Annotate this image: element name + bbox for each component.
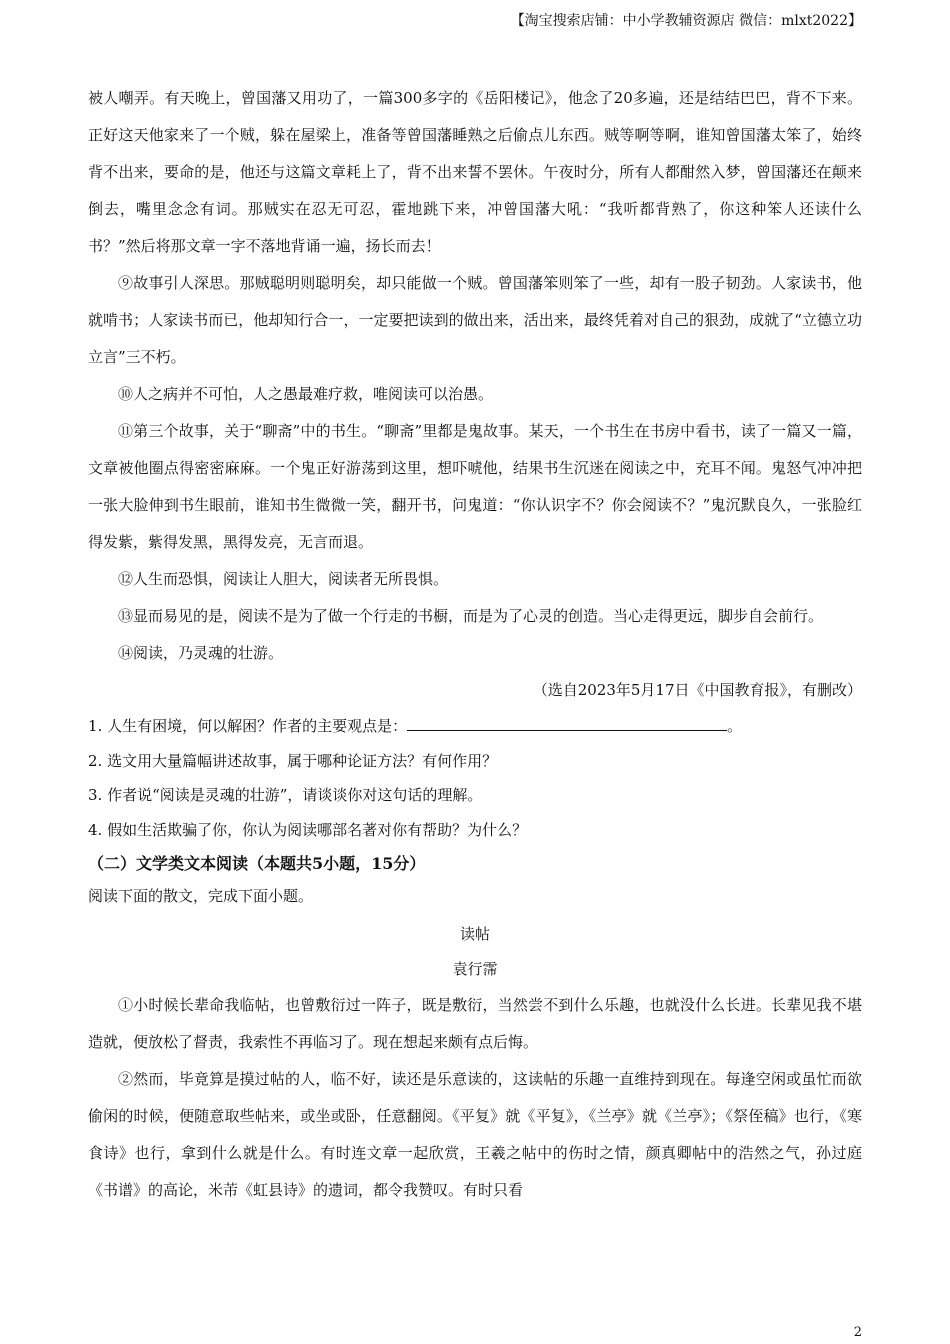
answer-blank[interactable]	[407, 715, 727, 731]
question-2: 2. 选文用大量篇幅讲述故事，属于哪种论证方法？有何作用？	[88, 751, 498, 770]
essay-paragraph-14: ⑭阅读，乃灵魂的壮游。	[118, 644, 284, 662]
prose-paragraph-1: ①小时候长辈命我临帖，也曾敷衍过一阵子，既是敷衍，当然尝不到什么乐趣，也就没什么长进。长辈见我不堪造就，便放松了督责，我索性不再临习了。现在想起来颇有点后悔。	[88, 996, 862, 1051]
header-banner: 【淘宝搜索店铺：中小学教辅资源店 微信：mlxt2022】	[510, 13, 862, 29]
essay-paragraph-10: ⑩人之病并不可怕，人之愚最难疗救，唯阅读可以治愚。	[118, 385, 494, 403]
essay-paragraph-13: ⑬显而易见的是，阅读不是为了做一个行走的书橱，而是为了心灵的创造。当心走得更远，脚步自会前行。	[118, 607, 824, 625]
essay-source: （选自2023年5月17日《中国教育报》，有删改）	[532, 681, 862, 699]
section-heading: （二）文学类文本阅读（本题共5小题，15分）	[88, 854, 426, 873]
page-content	[88, 80, 862, 1209]
question-1-end: 。	[727, 717, 743, 735]
section-instruction: 阅读下面的散文，完成下面小题。	[88, 887, 314, 905]
prose-paragraph-2: ②然而，毕竟算是摸过帖的人，临不好，读还是乐意读的，这读帖的乐趣一直维持到现在。每逢空闲或虽忙而欲偷闲的时候，便随意取些帖来，或坐或卧，任意翻阅。《平复》就《平复》，《兰亭》就《兰亭》；《祭侄稿》也行，《寒食诗》也行，拿到什么就是什么。有时连文章一起欣赏，王羲之帖中的伤时之情，颜真卿帖中的浩然之气，孙过庭《书谱》的高论，米芾《虹县诗》的遗词，都令我赞叹。有时只看	[88, 1070, 862, 1199]
literary-reading-section	[88, 847, 862, 1209]
questions-section	[88, 709, 862, 847]
question-1	[88, 709, 862, 744]
essay-paragraph-9: ⑨故事引人深思。那贼聪明则聪明矣，却只能做一个贼。曾国藩笨则笨了一些，却有一股子韧劲。人家读书，他就啃书；人家读书而已，他却知行合一，一定要把读到的做出来，活出来，最终凭着对自己的狠劲，成就了“立德立功立言”三不朽。	[88, 274, 862, 366]
prose-author: 袁行霈	[452, 960, 498, 978]
question-4: 4. 假如生活欺骗了你，你认为阅读哪部名著对你有帮助？为什么？	[88, 820, 528, 839]
question-1-text: 1. 人生有困境，何以解困？作者的主要观点是：	[88, 717, 408, 735]
essay-paragraph-8-continued: 被人嘲弄。有天晚上，曾国藩又用功了，一篇300多字的《岳阳楼记》，他念了20多遍，还是结结巴巴，背不下来。正好这天他家来了一个贼，躲在屋梁上，准备等曾国藩睡熟之后偷点儿东西。贼等啊等啊，谁知曾国藩太笨了，始终背不出来，要命的是，他还与这篇文章耗上了，背不出来誓不罢休。午夜时分，所有人都酣然入梦，曾国藩还在颠来倒去，嘴里念念有词。那贼实在忍无可忍，霍地跳下来，冲曾国藩大吼：“我听都背熟了，你这种笨人还读什么书？”然后将那文章一字不落地背诵一遍，扬长而去！	[88, 89, 862, 255]
question-3: 3. 作者说“阅读是灵魂的壮游”，请谈谈你对这句话的理解。	[88, 786, 483, 804]
prose-title: 读帖	[459, 925, 490, 943]
page-number: 2	[853, 1325, 862, 1340]
essay-paragraph-11: ⑪第三个故事，关于“聊斋”中的书生。“聊斋”里都是鬼故事。某天，一个书生在书房中看书，读了一篇又一篇，文章被他圈点得密密麻麻。一个鬼正好游荡到这里，想吓唬他，结果书生沉迷在阅读之中，充耳不闻。鬼怒气冲冲把一张大脸伸到书生眼前，谁知书生微微一笑，翻开书，问鬼道：“你认识字不？你会阅读不？”鬼沉默良久，一张脸红得发紫，紫得发黑，黑得发亮，无言而退。	[88, 422, 862, 551]
essay-paragraph-12: ⑫人生而恐惧，阅读让人胆大，阅读者无所畏惧。	[118, 570, 449, 588]
essay-section	[88, 80, 862, 709]
